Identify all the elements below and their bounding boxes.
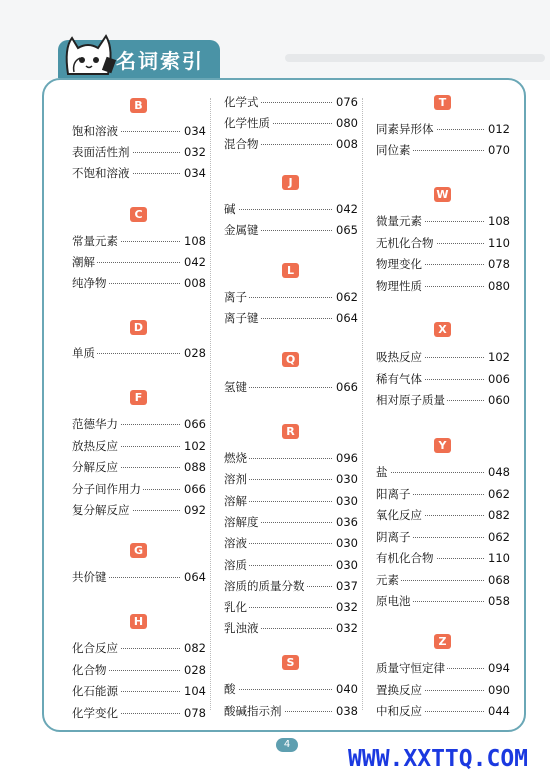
index-page: 062 (486, 484, 510, 504)
section-letter-badge: B (130, 98, 147, 113)
column-divider (210, 98, 211, 710)
index-entry (224, 220, 358, 240)
index-entry (224, 113, 358, 133)
section-letter-badge: T (434, 95, 451, 110)
index-term: 放热反应 (72, 436, 120, 456)
index-page: 104 (182, 681, 206, 701)
index-entry (376, 347, 510, 367)
index-term: 中和反应 (376, 701, 424, 721)
index-term: 表面活性剂 (72, 142, 132, 162)
index-page: 038 (334, 701, 358, 721)
index-page: 032 (334, 618, 358, 638)
index-entry (376, 658, 510, 678)
column-divider (362, 98, 363, 710)
index-term: 燃烧 (224, 448, 249, 468)
section-letter-badge: Q (282, 352, 299, 367)
index-entry (224, 491, 358, 511)
index-page: 094 (486, 658, 510, 678)
index-entry (376, 548, 510, 568)
index-page: 062 (486, 527, 510, 547)
index-page: 008 (334, 134, 358, 154)
index-page: 066 (334, 377, 358, 397)
index-term: 金属键 (224, 220, 261, 240)
index-entry (224, 377, 358, 397)
index-term: 离子键 (224, 308, 261, 328)
index-entry (72, 163, 206, 183)
index-page: 066 (182, 479, 206, 499)
index-entry (224, 597, 358, 617)
index-term: 物理变化 (376, 254, 424, 274)
index-page: 030 (334, 555, 358, 575)
index-term: 碱 (224, 199, 238, 219)
index-term: 微量元素 (376, 211, 424, 231)
index-term: 元素 (376, 570, 401, 590)
index-entry (72, 142, 206, 162)
index-entry (224, 199, 358, 219)
index-entry (376, 276, 510, 296)
section-letter-badge: G (130, 543, 147, 558)
index-entry (224, 512, 358, 532)
index-page: 066 (182, 414, 206, 434)
index-term: 化合反应 (72, 638, 120, 658)
index-entry (72, 660, 206, 680)
index-term: 同素异形体 (376, 119, 436, 139)
section-letter-badge: J (282, 175, 299, 190)
index-entry (72, 273, 206, 293)
index-entry (376, 701, 510, 721)
index-term: 饱和溶液 (72, 121, 120, 141)
index-page: 030 (334, 533, 358, 553)
index-term: 稀有气体 (376, 369, 424, 389)
index-page: 078 (182, 703, 206, 723)
index-term: 溶剂 (224, 469, 249, 489)
index-entry (72, 436, 206, 456)
index-page: 028 (182, 343, 206, 363)
index-page: 034 (182, 163, 206, 183)
index-term: 单质 (72, 343, 97, 363)
index-entry (72, 252, 206, 272)
index-page: 065 (334, 220, 358, 240)
index-entry (72, 343, 206, 363)
index-term: 范德华力 (72, 414, 120, 434)
index-page: 080 (334, 113, 358, 133)
index-entry (72, 638, 206, 658)
index-term: 阳离子 (376, 484, 413, 504)
index-entry (376, 680, 510, 700)
index-term: 化学变化 (72, 703, 120, 723)
index-term: 酸 (224, 679, 238, 699)
index-page: 110 (486, 548, 510, 568)
index-term: 阴离子 (376, 527, 413, 547)
index-entry (376, 527, 510, 547)
index-page: 092 (182, 500, 206, 520)
section-letter-badge: Z (434, 634, 451, 649)
dot-leader (224, 209, 332, 210)
index-entry (72, 567, 206, 587)
index-page: 090 (486, 680, 510, 700)
watermark: WWW.XXTTQ.COM (348, 746, 529, 772)
index-page: 108 (182, 231, 206, 251)
index-term: 潮解 (72, 252, 97, 272)
index-entry (72, 479, 206, 499)
index-term: 溶质 (224, 555, 249, 575)
index-page: 068 (486, 570, 510, 590)
index-term: 溶解 (224, 491, 249, 511)
index-term: 化学式 (224, 92, 261, 112)
index-entry (72, 121, 206, 141)
index-page: 102 (182, 436, 206, 456)
index-page: 082 (486, 505, 510, 525)
index-page: 062 (334, 287, 358, 307)
index-entry (224, 469, 358, 489)
section-letter-badge: L (282, 263, 299, 278)
index-entry (376, 462, 510, 482)
index-entry (224, 701, 358, 721)
index-term: 酸碱指示剂 (224, 701, 284, 721)
index-term: 化学性质 (224, 113, 272, 133)
index-page: 028 (182, 660, 206, 680)
index-term: 化合物 (72, 660, 109, 680)
index-page: 042 (334, 199, 358, 219)
index-page: 032 (182, 142, 206, 162)
index-term: 常量元素 (72, 231, 120, 251)
index-page: 076 (334, 92, 358, 112)
index-page: 088 (182, 457, 206, 477)
index-page: 037 (334, 576, 358, 596)
index-term: 同位素 (376, 140, 413, 160)
index-term: 溶质的质量分数 (224, 576, 307, 596)
index-term: 离子 (224, 287, 249, 307)
index-term: 相对原子质量 (376, 390, 447, 410)
section-letter-badge: S (282, 655, 299, 670)
index-page: 042 (182, 252, 206, 272)
index-page: 070 (486, 140, 510, 160)
index-entry (376, 211, 510, 231)
index-term: 乳化 (224, 597, 249, 617)
index-entry (224, 448, 358, 468)
index-entry (376, 254, 510, 274)
index-page: 108 (486, 211, 510, 231)
section-letter-badge: C (130, 207, 147, 222)
index-entry (224, 618, 358, 638)
index-entry (224, 308, 358, 328)
index-entry (224, 679, 358, 699)
section-letter-badge: W (434, 187, 451, 202)
index-term: 质量守恒定律 (376, 658, 447, 678)
index-term: 氧化反应 (376, 505, 424, 525)
dot-leader (224, 689, 332, 690)
index-term: 分子间作用力 (72, 479, 143, 499)
index-entry (376, 505, 510, 525)
index-page: 030 (334, 491, 358, 511)
page-title: 名词索引 (116, 49, 204, 73)
index-page: 060 (486, 390, 510, 410)
index-entry (72, 681, 206, 701)
index-term: 溶解度 (224, 512, 261, 532)
index-page: 044 (486, 701, 510, 721)
index-term: 不饱和溶液 (72, 163, 132, 183)
index-page: 078 (486, 254, 510, 274)
index-term: 原电池 (376, 591, 413, 611)
index-entry (72, 500, 206, 520)
index-term: 分解反应 (72, 457, 120, 477)
index-entry (376, 119, 510, 139)
index-page: 048 (486, 462, 510, 482)
index-page: 064 (334, 308, 358, 328)
index-entry (224, 576, 358, 596)
index-entry (376, 484, 510, 504)
index-page: 034 (182, 121, 206, 141)
index-page: 036 (334, 512, 358, 532)
index-entry (376, 570, 510, 590)
index-entry (72, 457, 206, 477)
index-page: 064 (182, 567, 206, 587)
index-term: 物理性质 (376, 276, 424, 296)
index-entry (224, 92, 358, 112)
index-entry (72, 703, 206, 723)
index-entry (224, 287, 358, 307)
page-number: 4 (276, 738, 298, 752)
index-page: 006 (486, 369, 510, 389)
index-term: 无机化合物 (376, 233, 436, 253)
index-term: 溶液 (224, 533, 249, 553)
index-term: 化石能源 (72, 681, 120, 701)
index-page: 080 (486, 276, 510, 296)
index-entry (224, 134, 358, 154)
index-page: 012 (486, 119, 510, 139)
section-letter-badge: R (282, 424, 299, 439)
index-page: 040 (334, 679, 358, 699)
index-term: 乳浊液 (224, 618, 261, 638)
index-page: 096 (334, 448, 358, 468)
index-page: 008 (182, 273, 206, 293)
index-term: 吸热反应 (376, 347, 424, 367)
index-page: 102 (486, 347, 510, 367)
index-entry (72, 231, 206, 251)
index-entry (224, 555, 358, 575)
index-page: 032 (334, 597, 358, 617)
index-page: 030 (334, 469, 358, 489)
index-term: 复分解反应 (72, 500, 132, 520)
section-letter-badge: Y (434, 438, 451, 453)
index-page: 110 (486, 233, 510, 253)
index-term: 混合物 (224, 134, 261, 154)
index-entry (376, 233, 510, 253)
index-entry (376, 591, 510, 611)
faint-header-strip (285, 54, 545, 62)
index-term: 置换反应 (376, 680, 424, 700)
index-term: 纯净物 (72, 273, 109, 293)
index-page: 082 (182, 638, 206, 658)
index-term: 氢键 (224, 377, 249, 397)
index-entry (376, 369, 510, 389)
index-term: 有机化合物 (376, 548, 436, 568)
index-entry (72, 414, 206, 434)
section-letter-badge: D (130, 320, 147, 335)
section-letter-badge: F (130, 390, 147, 405)
index-term: 盐 (376, 462, 390, 482)
index-page: 058 (486, 591, 510, 611)
section-letter-badge: X (434, 322, 451, 337)
index-entry (376, 140, 510, 160)
cat-mascot-icon (60, 28, 118, 80)
index-term: 共价键 (72, 567, 109, 587)
index-entry (224, 533, 358, 553)
section-letter-badge: H (130, 614, 147, 629)
dot-leader (376, 472, 484, 473)
index-entry (376, 390, 510, 410)
